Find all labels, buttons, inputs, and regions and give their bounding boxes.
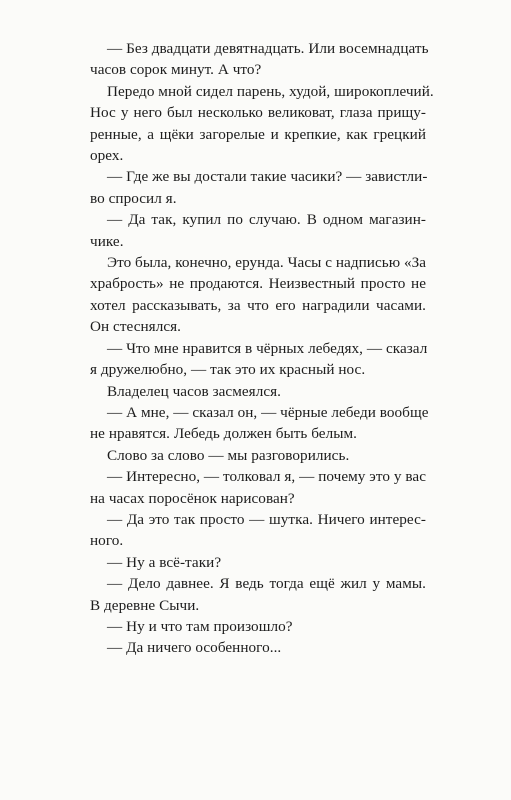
text-line: — Интересно, — толковал я, — почему это у вас: [107, 468, 426, 486]
paragraph-2: [90, 81, 434, 167]
text-line: — Да так, купил по случаю. В одном магазин-: [107, 211, 426, 229]
text-line: орех.: [90, 147, 124, 165]
page-text: [90, 38, 434, 659]
paragraph-12: [90, 552, 426, 573]
text-line: хотел рассказывать, за что его наградили часами.: [90, 296, 426, 314]
text-line: не нравятся. Лебедь должен быть белым.: [90, 425, 357, 443]
paragraph-4: [90, 209, 426, 252]
paragraph-15: [90, 637, 426, 658]
text-line: Нос у него был несколько великоват, глаза прищу-: [90, 104, 426, 122]
paragraph-3: [90, 166, 426, 209]
text-line: В деревне Сычи.: [90, 596, 200, 614]
text-line: Слово за слово — мы разговорились.: [107, 446, 350, 464]
text-line: — Да это так просто — шутка. Ничего интерес-: [107, 510, 426, 528]
paragraph-8: [90, 402, 429, 445]
paragraph-7: [90, 381, 426, 402]
text-line: часов сорок минут. А что?: [90, 61, 262, 79]
text-line: — А мне, — сказал он, — чёрные лебеди вообще: [107, 403, 429, 421]
text-line: — Ну и что там произошло?: [107, 617, 293, 635]
paragraph-5: [90, 252, 426, 338]
paragraph-11: [90, 509, 426, 552]
paragraph-1: [90, 38, 429, 81]
paragraph-6: [90, 338, 426, 381]
text-line: — Без двадцати девятнадцать. Или восемнадцать: [107, 40, 429, 57]
text-line: Передо мной сидел парень, худой, широкоплечий.: [107, 82, 434, 100]
text-line: — Дело давнее. Я ведь тогда ещё жил у мамы.: [107, 575, 426, 593]
text-line: во спросил я.: [90, 189, 177, 207]
text-line: — Где же вы достали такие часики? — завистли-: [107, 168, 428, 186]
paragraph-13: [90, 573, 426, 616]
text-line: Владелец часов засмеялся.: [107, 382, 282, 400]
paragraph-10: [90, 466, 426, 509]
text-line: Это была, конечно, ерунда. Часы с надписью «За: [107, 254, 427, 272]
paragraph-9: [90, 445, 426, 466]
text-line: храбрость» не продаются. Неизвестный просто не: [90, 275, 426, 293]
text-line: — Да ничего особенного...: [107, 639, 282, 657]
paragraph-14: [90, 616, 426, 637]
text-line: чике.: [90, 232, 124, 250]
text-line: я дружелюбно, — так это их красный нос.: [90, 361, 366, 379]
text-line: ного.: [90, 532, 124, 550]
text-line: Он стеснялся.: [90, 318, 181, 336]
text-line: — Ну а всё-таки?: [107, 553, 222, 571]
text-line: — Что мне нравится в чёрных лебедях, — сказал: [107, 339, 428, 357]
text-line: на часах поросёнок нарисован?: [90, 489, 295, 507]
text-line: ренные, а щёки загорелые и крепкие, как грецкий: [90, 125, 426, 143]
